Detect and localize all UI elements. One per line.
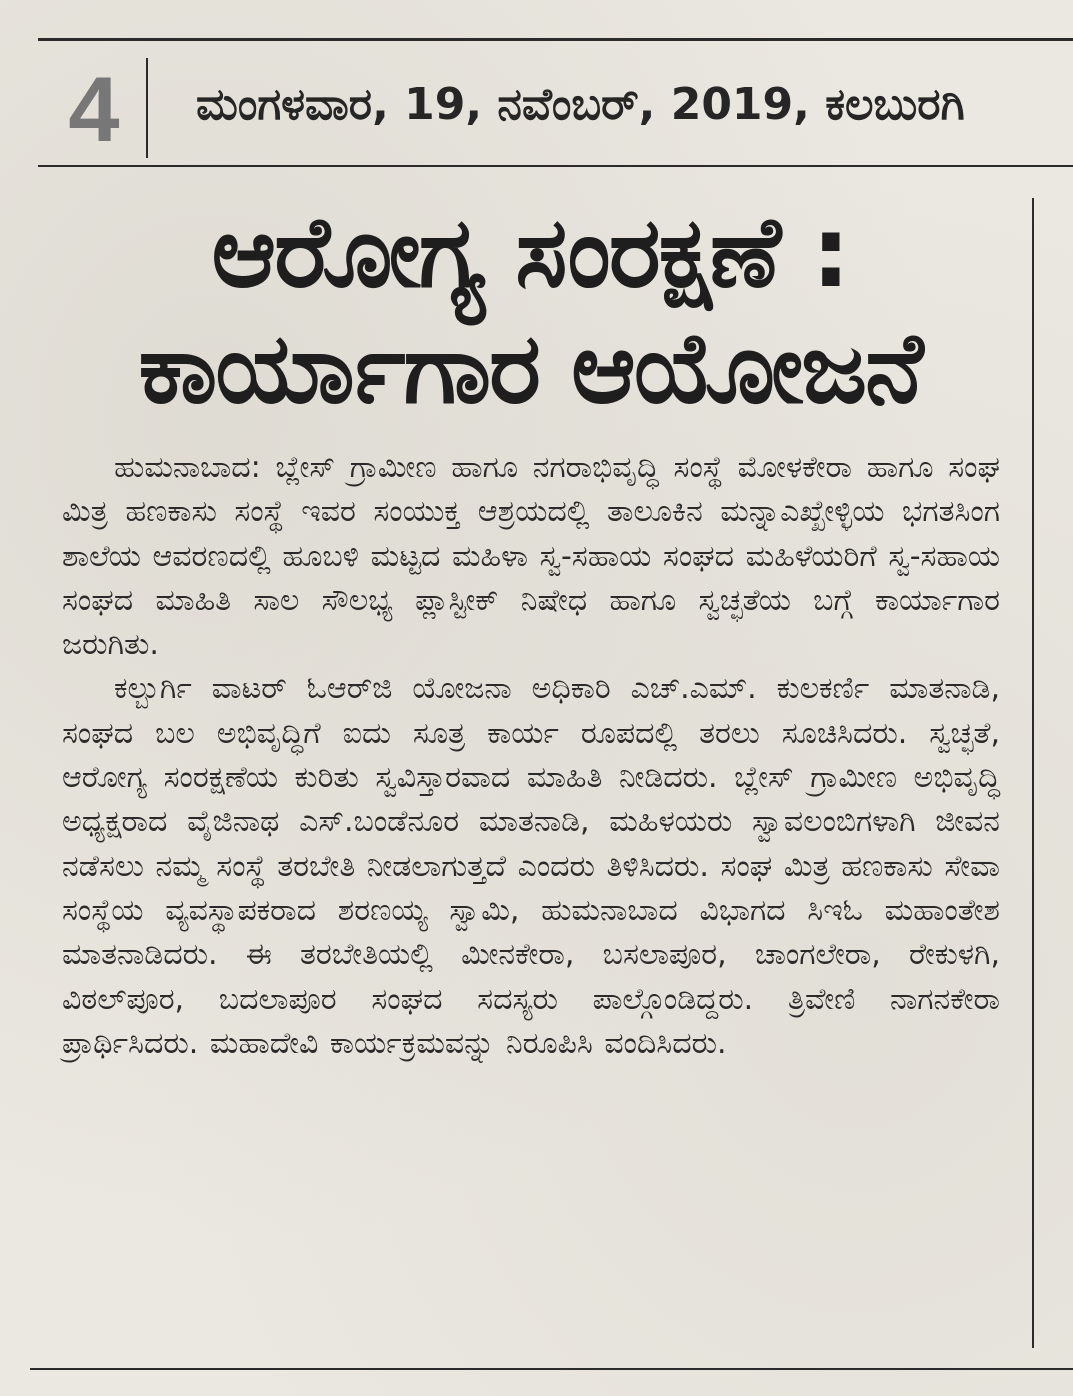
dateline: ಮಂಗಳವಾರ, 19, ನವೆಂಬರ್, 2019, ಕಲಬುರಗಿ xyxy=(196,79,965,130)
article-paragraph-2: ಕಲ್ಬುರ್ಗಿ ವಾಟರ್ ಓಆರ್‌ಜಿ ಯೋಜನಾ ಅಧಿಕಾರಿ ಎಚ್.ಎಮ್. ಕುಲಕರ್ಣಿ ಮಾತನಾಡಿ, ಸಂಘದ ಬಲ ಅಭಿವೃದ್ಧಿಗೆ ಐದು ಸೂತ್ರ ಕಾರ್ಯ ರೂಪದಲ್ಲಿ ತರಲು ಸೂಚಿಸಿದರು. ಸ್ವಚ್ಛತೆ, ಆರೋಗ್ಯ ಸಂರಕ್ಷಣೆಯ ಕುರಿತು ಸ್ವವಿಸ್ತಾರವಾದ ಮಾಹಿತಿ ನೀಡಿದರು. ಬ್ಲೇಸ್ ಗ್ರಾಮೀಣ ಅಭಿವೃದ್ಧಿ ಅಧ್ಯಕ್ಷರಾದ ವೈಜಿನಾಥ ಎಸ್.ಬಂಡೆನೂರ ಮಾತನಾಡಿ, ಮಹಿಳಯರು ಸ್ವಾವಲಂಬಿಗಳಾಗಿ ಜೀವನ ನಡೆಸಲು ನಮ್ಮ ಸಂಸ್ಥೆ ತರಬೇತಿ ನೀಡಲಾಗುತ್ತದೆ ಎಂದರು ತಿಳಿಸಿದರು. ಸಂಘ ಮಿತ್ರ ಹಣಕಾಸು ಸೇವಾ ಸಂಸ್ಥೆಯ ವ್ಯವಸ್ಥಾಪಕರಾದ ಶರಣಯ್ಯ ಸ್ವಾಮಿ, ಹುಮನಾಬಾದ ವಿಭಾಗದ ಸಿಇಓ ಮಹಾಂತೇಶ ಮಾತನಾಡಿದರು. ಈ ತರಬೇತಿಯಲ್ಲಿ ಮೀನಕೇರಾ, ಬಸಲಾಪೂರ, ಚಾಂಗಲೇರಾ, ರೇಕುಳಗಿ, ವಿಠಲ್‌ಪೂರ, ಬದಲಾಪೂರ ಸಂಘದ ಸದಸ್ಯರು ಪಾಲ್ಗೊಂಡಿದ್ದರು. ತ್ರಿವೇಣಿ ನಾಗನಕೇರಾ ಪ್ರಾರ್ಥಿಸಿದರು. ಮಹಾದೇವಿ ಕಾರ್ಯಕ್ರಮವನ್ನು ನಿರೂಪಿಸಿ ವಂದಿಸಿದರು. xyxy=(62,671,1000,1061)
headline-line-1: ಆರೋಗ್ಯ ಸಂರಕ್ಷಣೆ : xyxy=(211,196,849,310)
article-body xyxy=(62,446,1000,1066)
bottom-rule xyxy=(30,1368,1073,1370)
article-headline xyxy=(40,195,1020,427)
page-number: 4 xyxy=(68,59,120,161)
header-separator xyxy=(146,58,148,158)
column-rule xyxy=(1032,198,1034,1348)
article-paragraph-1: ಹುಮನಾಬಾದ: ಬ್ಲೇಸ್ ಗ್ರಾಮೀಣ ಹಾಗೂ ನಗರಾಭಿವೃದ್ಧಿ ಸಂಸ್ಥೆ ಮೋಳಕೇರಾ ಹಾಗೂ ಸಂಘ ಮಿತ್ರ ಹಣಕಾಸು ಸಂಸ್ಥೆ ಇವರ ಸಂಯುಕ್ತ ಆಶ್ರಯದಲ್ಲಿ ತಾಲೂಕಿನ ಮನ್ನಾಎಖ್ಖೇಳ್ಳಿಯ ಭಗತಸಿಂಗ ಶಾಲೆಯ ಆವರಣದಲ್ಲಿ ಹೂಬಳಿ ಮಟ್ಟದ ಮಹಿಳಾ ಸ್ವ-ಸಹಾಯ ಸಂಘದ ಮಹಿಳೆಯರಿಗೆ ಸ್ವ-ಸಹಾಯ ಸಂಘದ ಮಾಹಿತಿ ಸಾಲ ಸೌಲಭ್ಯ ಪ್ಲಾಸ್ಟೀಕ್ ನಿಷೇಧ ಹಾಗೂ ಸ್ವಚ್ಛತೆಯ ಬಗ್ಗೆ ಕಾರ್ಯಾಗಾರ ಜರುಗಿತು. xyxy=(62,450,1000,663)
top-rule xyxy=(38,38,1073,41)
header-bottom-rule xyxy=(38,165,1073,167)
headline-line-2: ಕಾರ್ಯಾಗಾರ ಆಯೋಜನೆ xyxy=(138,312,922,426)
